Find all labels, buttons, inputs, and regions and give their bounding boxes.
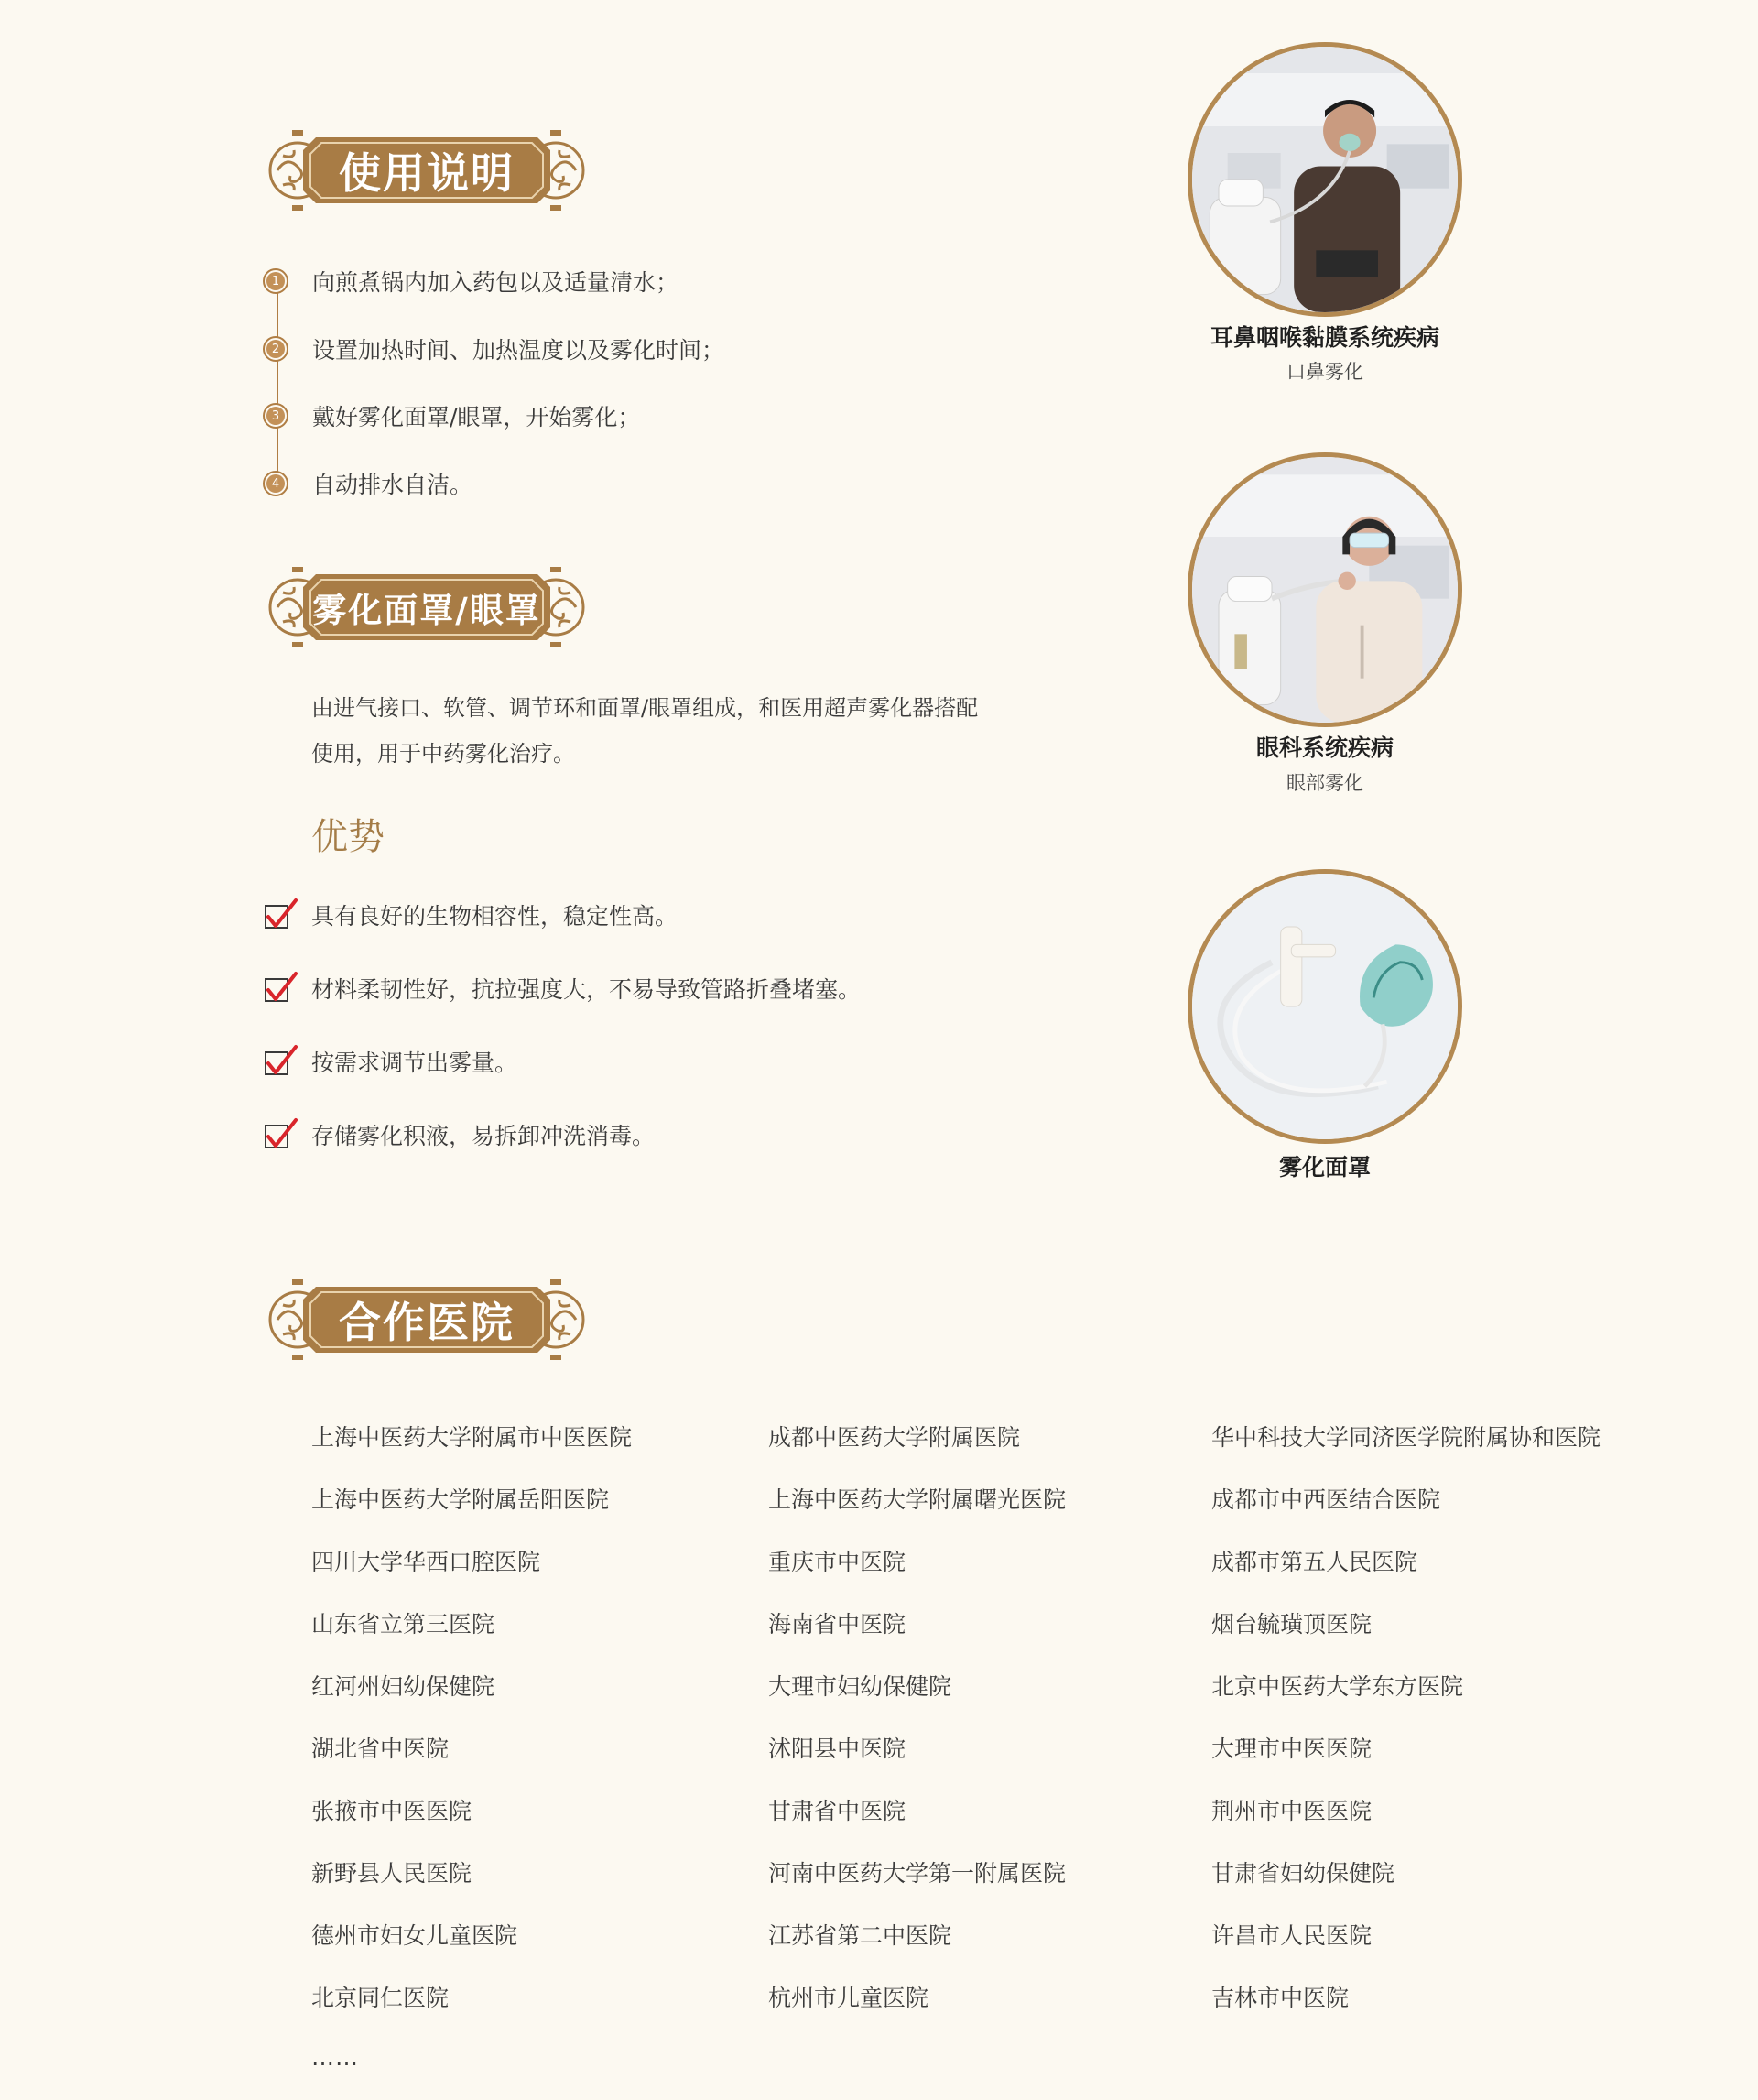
hospital-item: 上海中医药大学附属曙光医院 bbox=[768, 1486, 1067, 1513]
step-number-badge: 2 bbox=[263, 336, 288, 362]
step-text: 戴好雾化面罩/眼罩，开始雾化； bbox=[312, 404, 641, 430]
check-icon bbox=[263, 970, 299, 1006]
hospital-item: 海南省中医院 bbox=[768, 1611, 906, 1638]
hospital-item: 华中科技大学同济医学院附属协和医院 bbox=[1211, 1424, 1601, 1451]
description-line-2: 使用，用于中药雾化治疗。 bbox=[311, 741, 575, 767]
hospital-item: 甘肃省妇幼保健院 bbox=[1211, 1860, 1395, 1887]
advantage-text: 材料柔韧性好，抗拉强度大，不易导致管路折叠堵塞。 bbox=[311, 976, 862, 1003]
photo-nebulizer-mask-product bbox=[1188, 869, 1462, 1144]
hospital-item: 烟台毓璜顶医院 bbox=[1211, 1611, 1373, 1638]
hospital-item: 江苏省第二中医院 bbox=[768, 1922, 952, 1949]
advantage-item-2 bbox=[263, 970, 861, 1006]
hospital-item: 四川大学华西口腔医院 bbox=[311, 1549, 541, 1575]
usage-section-title: 使用说明 bbox=[339, 148, 515, 198]
advantage-item-4 bbox=[263, 1116, 655, 1153]
advantage-item-3 bbox=[263, 1043, 517, 1080]
description-line-1: 由进气接口、软管、调节环和面罩/眼罩组成，和医用超声雾化器搭配 bbox=[311, 695, 979, 721]
steps-connector-line bbox=[277, 281, 278, 483]
hospital-item: 重庆市中医院 bbox=[768, 1549, 906, 1575]
hospital-item: 上海中医药大学附属岳阳医院 bbox=[311, 1486, 610, 1513]
hospital-item: 成都中医药大学附属医院 bbox=[768, 1424, 1021, 1451]
photo-woman-eye-nebulizer bbox=[1188, 452, 1462, 727]
hospital-item: 上海中医药大学附属市中医医院 bbox=[311, 1424, 633, 1451]
step-text: 向煎煮锅内加入药包以及适量清水； bbox=[312, 269, 679, 296]
step-item-2 bbox=[263, 334, 724, 364]
hospital-item: 成都市第五人民医院 bbox=[1211, 1549, 1418, 1575]
step-item-1 bbox=[263, 267, 678, 296]
photo-caption-title: 眼科系统疾病 bbox=[1255, 734, 1394, 761]
advantage-text: 存储雾化积液，易拆卸冲洗消毒。 bbox=[311, 1123, 656, 1149]
advantages-title: 优势 bbox=[311, 816, 385, 858]
hospital-item: 新野县人民医院 bbox=[311, 1860, 472, 1887]
photo-caption-title: 耳鼻咽喉黏膜系统疾病 bbox=[1210, 324, 1439, 351]
mask-section-banner bbox=[261, 565, 592, 649]
hospital-item: 大理市妇幼保健院 bbox=[768, 1673, 952, 1700]
hospital-item: 张掖市中医医院 bbox=[311, 1798, 472, 1824]
hospital-item: 成都市中西医结合医院 bbox=[1211, 1486, 1441, 1513]
check-icon bbox=[263, 1116, 299, 1153]
hospital-item: 河南中医药大学第一附属医院 bbox=[768, 1860, 1067, 1887]
hospital-list-more: …… bbox=[311, 2044, 359, 2071]
advantage-item-1 bbox=[263, 897, 678, 933]
check-icon bbox=[263, 1043, 299, 1080]
hospital-item: 甘肃省中医院 bbox=[768, 1798, 906, 1824]
hospital-item: 吉林市中医院 bbox=[1211, 1985, 1350, 2011]
hospitals-section-banner bbox=[261, 1278, 592, 1362]
hospital-item: 荆州市中医医院 bbox=[1211, 1798, 1373, 1824]
advantage-text: 按需求调节出雾量。 bbox=[311, 1050, 518, 1076]
hospital-item: 北京中医药大学东方医院 bbox=[1211, 1673, 1464, 1700]
hospital-item: 山东省立第三医院 bbox=[311, 1611, 495, 1638]
mask-section-title: 雾化面罩/眼罩 bbox=[312, 590, 541, 630]
hospital-item: 北京同仁医院 bbox=[311, 1985, 450, 2011]
step-number-badge: 3 bbox=[263, 403, 288, 429]
photo-caption-subtitle: 口鼻雾化 bbox=[1286, 361, 1363, 383]
photo-caption-title: 雾化面罩 bbox=[1278, 1154, 1371, 1181]
hospital-item: 杭州市儿童医院 bbox=[768, 1985, 929, 2011]
hospital-item: 沭阳县中医院 bbox=[768, 1735, 906, 1762]
check-icon bbox=[263, 897, 299, 933]
step-item-4 bbox=[263, 469, 472, 498]
hospital-item: 湖北省中医院 bbox=[311, 1735, 450, 1762]
usage-section-banner bbox=[261, 128, 592, 212]
step-text: 设置加热时间、加热温度以及雾化时间； bbox=[312, 337, 725, 364]
hospital-item: 大理市中医医院 bbox=[1211, 1735, 1373, 1762]
mask-description bbox=[311, 685, 1035, 777]
hospital-item: 红河州妇幼保健院 bbox=[311, 1673, 495, 1700]
hospital-item: 德州市妇女儿童医院 bbox=[311, 1922, 518, 1949]
hospital-item: 许昌市人民医院 bbox=[1211, 1922, 1373, 1949]
photo-man-nebulizer bbox=[1188, 42, 1462, 317]
step-text: 自动排水自洁。 bbox=[312, 472, 473, 498]
photo-caption-subtitle: 眼部雾化 bbox=[1286, 772, 1363, 794]
advantage-text: 具有良好的生物相容性，稳定性高。 bbox=[311, 903, 678, 930]
hospitals-section-title: 合作医院 bbox=[339, 1298, 515, 1347]
step-number-badge: 4 bbox=[263, 471, 288, 496]
step-number-badge: 1 bbox=[263, 268, 288, 294]
step-item-3 bbox=[263, 401, 640, 430]
